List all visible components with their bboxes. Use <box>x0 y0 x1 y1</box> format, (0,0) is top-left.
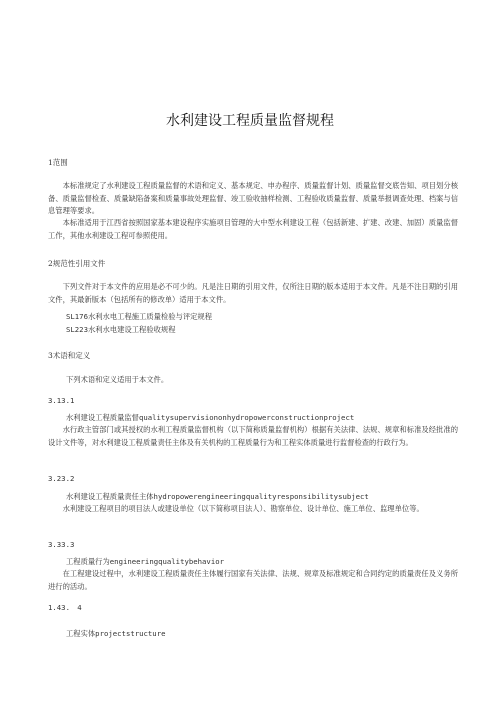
term-name: 工程实体projectstructure <box>66 629 166 638</box>
reference-item: SL223水利水电建设工程验收规程 <box>66 325 176 334</box>
term-number: 3.23.2 <box>48 474 75 483</box>
term-name: 工程质量行为engineeringqualitybehavior <box>66 557 225 566</box>
term-name: 水利建设工程质量责任主体hydropowerengineeringqualityresponsibilitysubject <box>66 492 369 501</box>
page-title: 水利建设工程质量监督规程 <box>166 113 334 129</box>
term-name: 水利建设工程质量监督qualitysupervisiononhydropowerconstructionproject <box>66 413 355 422</box>
term-definition: 水利建设工程项目的项目法人或建设单位（以下简称项目法人）、勘察单位、设计单位、施工单位、监理单位等。 <box>62 504 424 513</box>
term-number: 1.43. 4 <box>48 603 82 612</box>
section-1-para-1: 本标准规定了水利建设工程质量监督的术语和定义、基本规定、申办程序、质量监督计划、质量监督交底告知、项目划分核备、质量监督检查、质量缺陷备案和质量事故处理监督、竣工验收抽样检测、工程验收质量监督、质量举报调查处理、档案与信息管理等要求。 <box>48 181 458 215</box>
section-2-heading: 2规范性引用文件 <box>48 259 106 268</box>
reference-item: SL176水利水电工程施工质量检验与评定规程 <box>66 312 213 321</box>
section-3-heading: 3术语和定义 <box>48 351 91 360</box>
term-definition: 水行政主管部门或其授权的水利工程质量监督机构（以下简称质量监督机构）根据有关法律、法规、规章和标准及经批准的设计文件等，对水利建设工程质量责任主体及有关机构的工程质量行为和工程实体质量进行监督检查的行政行为。 <box>48 425 458 447</box>
section-1-heading: 1范围 <box>48 158 68 167</box>
section-1-para-2: 本标准适用于江西省按照国家基本建设程序实施项目管理的大中型水利建设工程（包括新建、扩建、改建、加固）质量监督工作，其他水利建设工程可参照使用。 <box>48 218 458 240</box>
term-number: 3.33.3 <box>48 540 75 549</box>
term-definition: 在工程建设过程中，水利建设工程质量责任主体履行国家有关法律、法规、规章及标准规定和合同约定的质量责任及义务所进行的活动。 <box>48 569 458 591</box>
section-2-para: 下列文件对于本文件的应用是必不可少的。凡是注日期的引用文件，仅所注日期的版本适用于本文件。凡是不注日期的引用文件，其最新版本（包括所有的修改单）适用于本文件。 <box>48 282 458 304</box>
section-3-intro: 下列术语和定义适用于本文件。 <box>66 375 169 384</box>
term-number: 3.13.1 <box>48 396 75 405</box>
